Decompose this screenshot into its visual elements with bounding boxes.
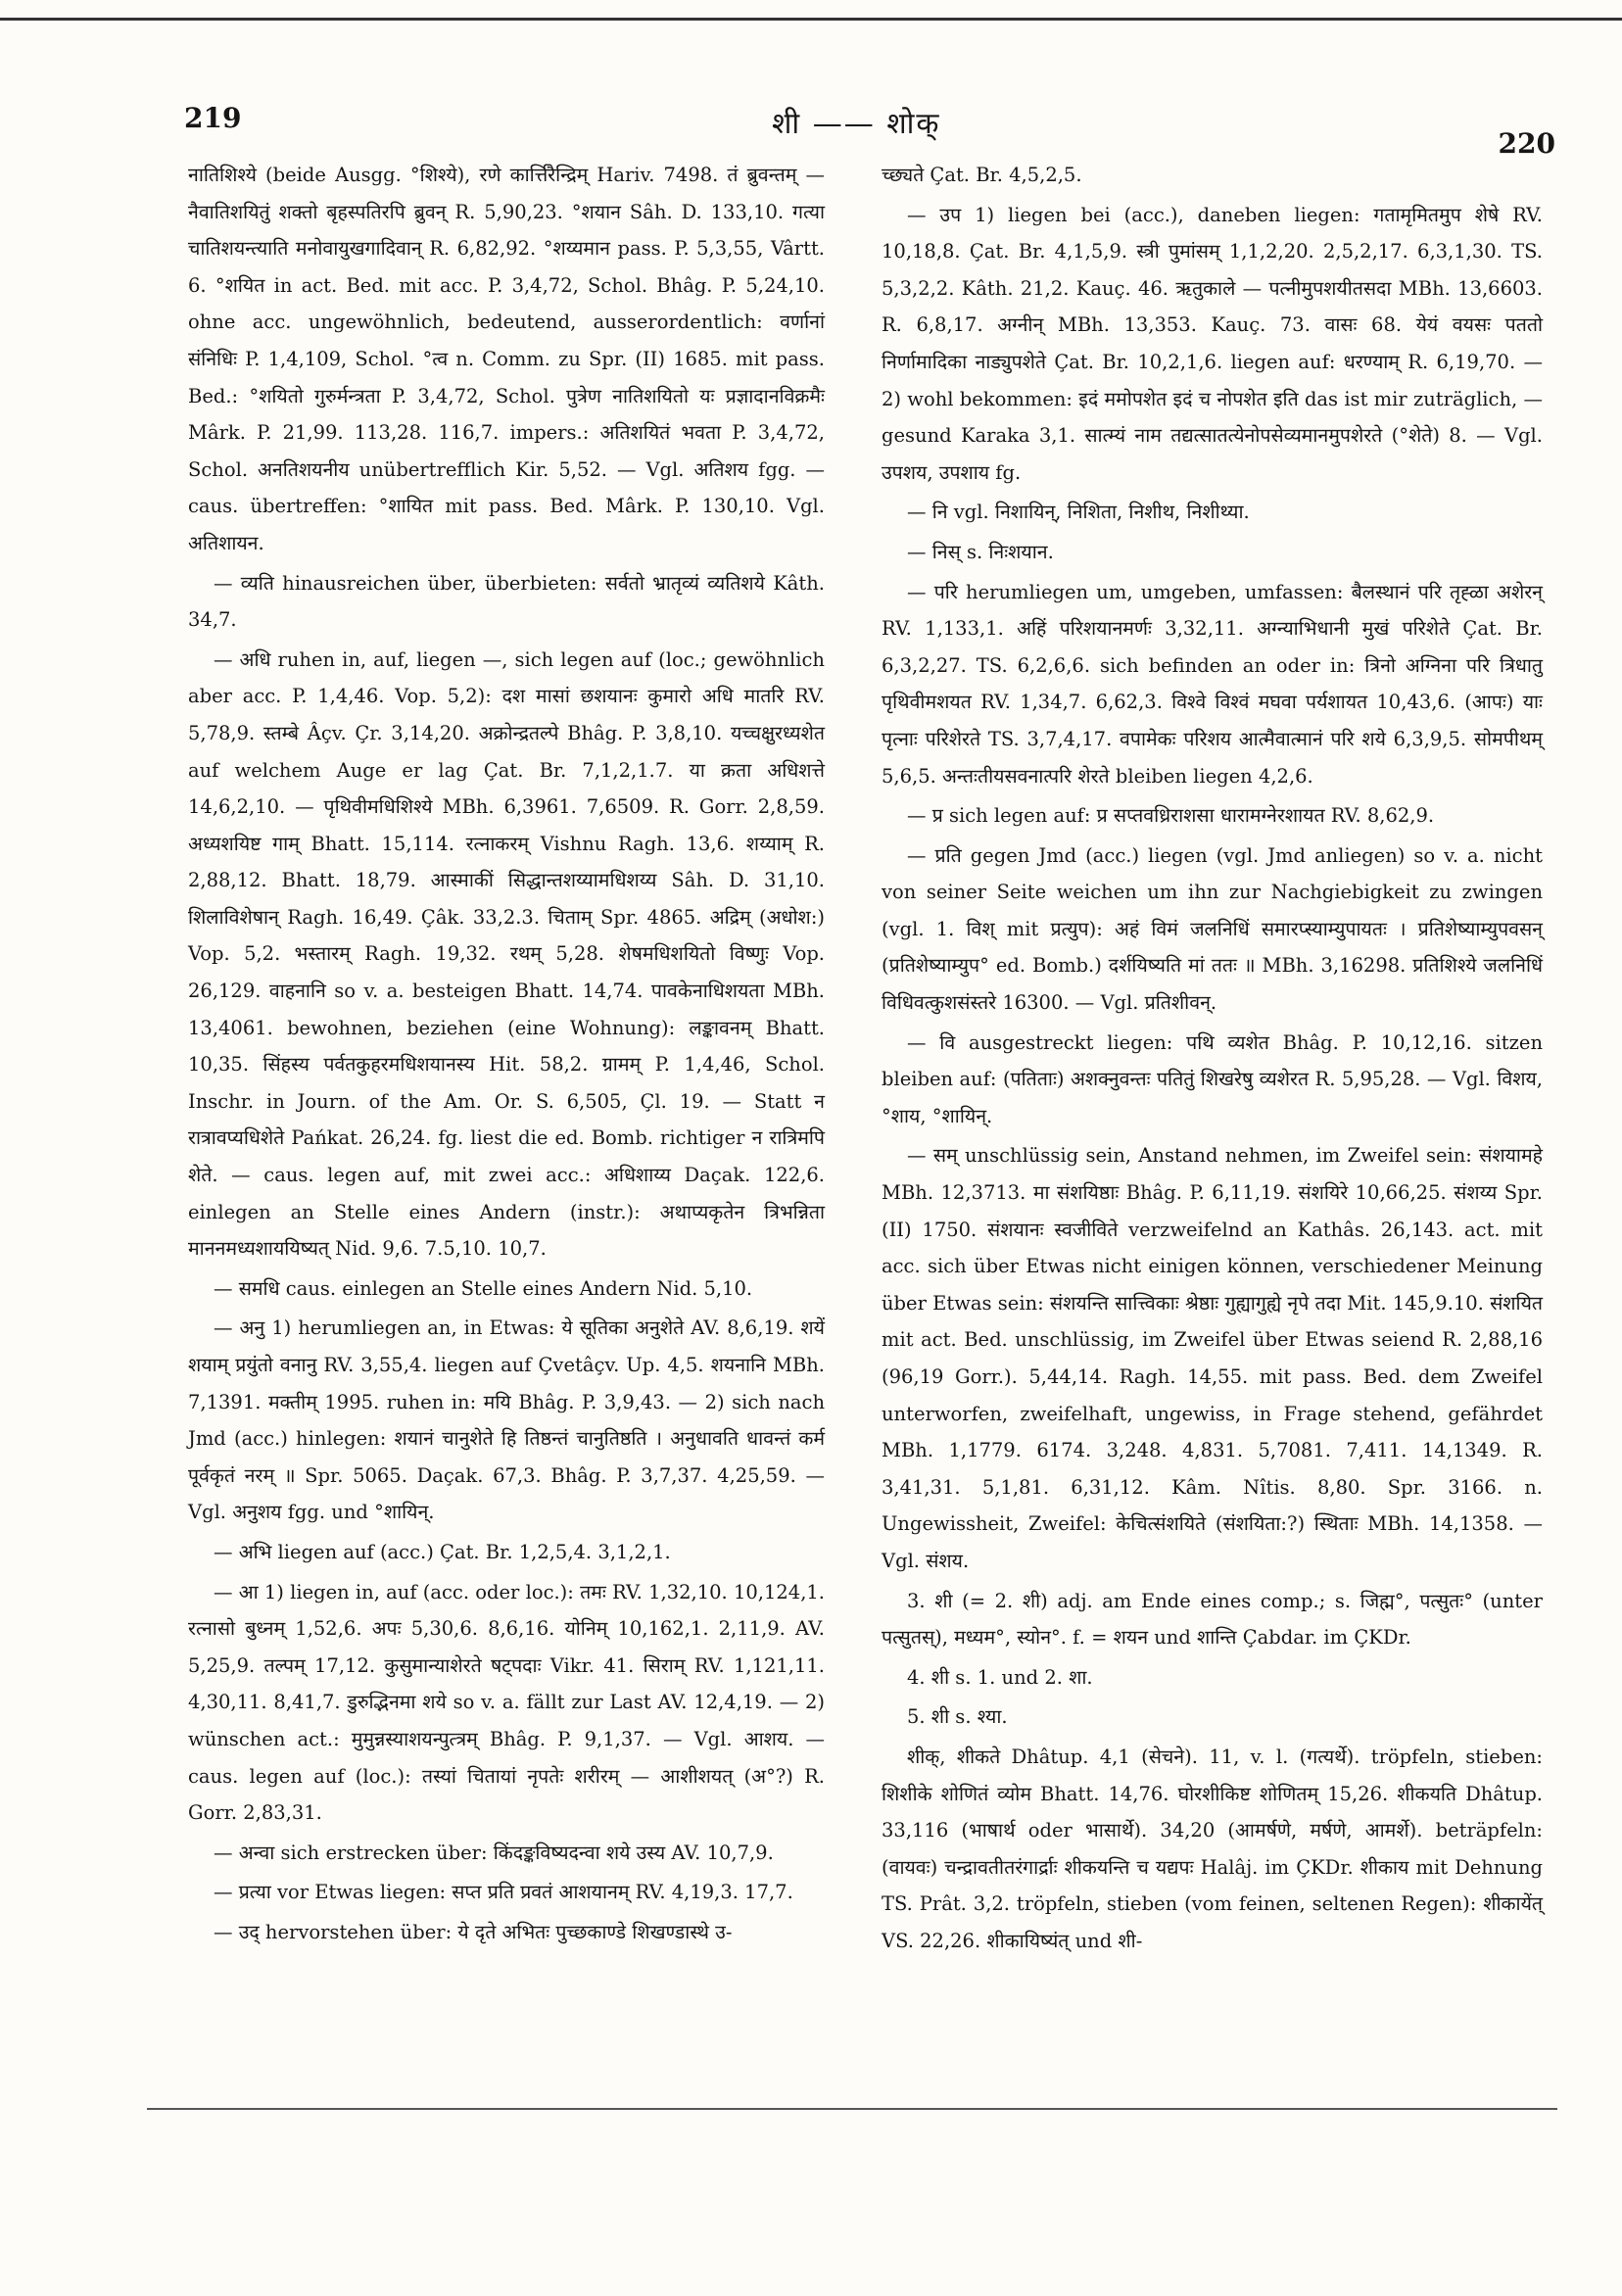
entry-paragraph: — अनु 1) herumliegen an, in Etwas: ये सूतिका अनुशेते AV. 8,6,19. शयें शयाम् प्रयुंतो वनानु RV. 3,55,4. liegen auf Çvetâçv. Up. 4,5. शयनानि MBh. 7,1391. मक्तीम् 1995. ruhen in: मयि Bhâg. P. 3,9,43. — 2) sich nach Jmd (acc.) hinlegen: शयानं चानुशेते हि तिष्ठन्तं चानुतिष्ठति । अनुधावति धावन्तं कर्म पूर्वकृतं नरम् ॥ Spr. 5065. Daçak. 67,3. Bhâg. P. 3,7,37. 4,25,59. — Vgl. अनुशय fgg. und °शायिन्.: [188, 1316, 825, 1524]
entry-paragraph: — व्यति hinausreichen über, überbieten: सर्वतो भ्रातृव्यं व्यतिशये Kâth. 34,7.: [188, 571, 825, 632]
top-edge-rule: [0, 18, 1622, 21]
entry-paragraph: — वि ausgestreckt liegen: पथि व्यशेत Bhâg. P. 10,12,16. sitzen bleiben auf: (पतिताः) अशक्नुवन्तः पतितुं शिखरेषु व्यशेरत R. 5,95,28. — Vgl. विशय, °शाय, °शायिन्.: [882, 1030, 1543, 1127]
entry-paragraph: शीक्, शीकते Dhâtup. 4,1 (सेचने). 11, v. l. (गत्यर्थे). tröpfeln, stieben: शिशीके शोणितं व्योम Bhatt. 14,76. घोरशीकिष्ट शोणितम् 15,26. शीकयति Dhâtup. 33,116 (भाषार्थ oder भासार्थे). 34,20 (आमर्षणे, मर्षणे, आमर्शे). beträpfeln: (वायवः) चन्द्रावतीतरंगार्द्राः शीकयन्ति च यद्यपः Halâj. im ÇKDr. शीकाय mit Dehnung TS. Prât. 3,2. tröpfeln, stieben (vom feinen, seltenen Regen): शीकायेंत् VS. 22,26. शीकायिष्यंत् und शी-: [882, 1745, 1543, 1952]
left-column: [188, 157, 825, 1954]
entry-paragraph: — प्रति gegen Jmd (acc.) liegen (vgl. Jmd anliegen) so v. a. nicht von seiner Seite weichen um ihn zur Nachgiebigkeit zu zwingen (vgl. 1. विश् mit प्रत्युप): अहं विमं जलनिधिं समारप्स्याम्युपायतः । प्रतिशेष्याम्युपवसन् (प्रतिशेष्याम्युप° ed. Bomb.) दर्शयिष्यति मां ततः ॥ MBh. 3,16298. प्रतिशिश्ये जलनिधिं विधिवत्कुशसंस्तरे 16300. — Vgl. प्रतिशीवन्.: [882, 843, 1543, 1015]
entry-paragraph: — उप 1) liegen bei (acc.), daneben liegen: गतामृमितमुप शेषे RV. 10,18,8. Çat. Br. 4,1,5,9. स्त्री पुमांसम् 1,1,2,20. 2,5,2,17. 6,3,1,30. TS. 5,3,2,2. Kâth. 21,2. Kauç. 46. ऋतुकाले — पत्नीमुपशयीतसदा MBh. 13,6603. R. 6,8,17. अग्नीन् MBh. 13,353. Kauç. 73. वासः 68. येयं वयसः पततो निर्णामादिका नाड्युपशेते Çat. Br. 10,2,1,6. liegen auf: धरण्याम् R. 6,19,70. — 2) wohl bekommen: इदं ममोपशेत इदं च नोपशेत इति das ist mir zuträglich, — gesund Karaka 3,1. सात्म्यं नाम तद्यत्सातत्येनोपसेव्यमानमुपशेरते (°शेते) 8. — Vgl. उपशय, उपशाय fg.: [882, 203, 1543, 484]
entry-paragraph: — नि vgl. निशायिन्, निशिता, निशीथ, निशीथ्या.: [907, 501, 1250, 524]
page-header: [184, 96, 1555, 160]
entry-paragraph: — अन्वा sich erstrecken über: किंदङ्कविष्यदन्वा शये उस्य AV. 10,7,9.: [214, 1841, 774, 1864]
right-column: [882, 157, 1543, 1963]
entry-paragraph: — आ 1) liegen in, auf (acc. oder loc.): तमः RV. 1,32,10. 10,124,1. रत्नासो बुध्नम् 1,52,6. अपः 5,30,6. 8,6,16. योनिम् 10,162,1. 2,11,9. AV. 5,25,9. तल्पम् 17,12. कुसुमान्याशेरते षट्पदाः Vikr. 41. सिराम् RV. 1,121,11. 4,30,11. 8,41,7. डुरुद्भिनमा शये so v. a. fällt zur Last AV. 12,4,19. — 2) wünschen act.: मुमुन्नस्याशयन्पुत्त्रम् Bhâg. P. 9,1,37. — Vgl. आशय. — caus. legen auf (loc.): तस्यां चितायां नृपतेः शरीरम् — आशीशयत् (अ°?) R. Gorr. 2,83,31.: [188, 1580, 825, 1825]
bottom-rule: [147, 2108, 1557, 2110]
entry-paragraph: च्छ्यते Çat. Br. 4,5,2,5.: [882, 164, 1082, 186]
entry-paragraph: — परि herumliegen um, umgeben, umfassen: बैलस्थानं परि तृह्ळा अशेरन् RV. 1,133,1. अहिं परिशयानमर्णः 3,32,11. अग्न्याभिधानी मुखं परिशेते Çat. Br. 6,3,2,27. TS. 6,2,6,6. sich befinden an oder in: त्रिनो अग्निना परि त्रिधातु पृथिवीमशयत RV. 1,34,7. 6,62,3. विश्वे विश्वं मघवा पर्यशायत 10,43,6. (आपः) याः पृत्नाः परिशेरते TS. 3,7,4,17. वपामेकः परिशय आत्मैवात्मानं परि शये 6,3,9,5. सोमपीथम् 5,6,5. अन्तःतीयसवनात्परि शेरते bleiben liegen 4,2,6.: [882, 580, 1543, 788]
entry-paragraph: — अधि ruhen in, auf, liegen —, sich legen auf (loc.; gewöhnlich aber acc. P. 1,4,46. Vop. 5,2): दश मासां छशयानः कुमारो अधि मातरि RV. 5,78,9. स्तम्बे Âçv. Çr. 3,14,20. अक्रोन्द्रतल्पे Bhâg. P. 3,8,10. यच्चक्षुरध्यशेत auf welchem Auge er lag Çat. Br. 7,1,2,1.7. या क्रता अधिशत्ते 14,6,2,10. — पृथिवीमधिशिश्ये MBh. 6,3961. 7,6509. R. Gorr. 2,8,59. अध्यशयिष्ट गाम् Bhatt. 15,114. रत्नाकरम् Vishnu Ragh. 13,6. शय्याम् R. 2,88,12. Bhatt. 18,79. आस्माकीं सिद्धान्तशय्यामधिशय्य Sâh. D. 31,10. शिलाविशेषान् Ragh. 16,49. Çâk. 33,2.3. चिताम् Spr. 4865. अद्रिम् (अधोश:) Vop. 5,2. भस्तारम् Ragh. 19,32. रथम् 5,28. शेषमधिशयितो विष्णुः Vop. 26,129. वाहनानि so v. a. besteigen Bhatt. 14,74. पावकेनाधिशयता MBh. 13,4061. bewohnen, beziehen (eine Wohnung): लङ्कावनम् Bhatt. 10,35. सिंहस्य पर्वतकुहरमधिशयानस्य Hit. 58,2. ग्रामम् P. 1,4,46, Schol. Inschr. in Journ. of the Am. Or. S. 6,505, Çl. 19. — Statt न रात्रावप्यधिशेते Pańkat. 26,24. fg. liest die ed. Bomb. richtiger न रात्रिमपि शेते. — caus. legen auf, mit zwei acc.: अधिशाय्य Daçak. 122,6. einlegen an Stelle eines Andern (instr.): अथाप्यकृतेन त्रिभन्निता माननमध्यशाययिष्यत् Nid. 9,6. 7.5,10. 10,7.: [188, 647, 825, 1261]
entry-paragraph: — प्रत्या vor Etwas liegen: सप्त प्रति प्रवतं आशयानम् RV. 4,19,3. 17,7.: [214, 1881, 793, 1904]
entry-paragraph: — उद् hervorstehen über: ये दृते अभितः पुच्छकाण्डे शिखण्डास्थे उ-: [214, 1920, 733, 1943]
entry-paragraph: 4. शी s. 1. und 2. शा.: [907, 1665, 1093, 1689]
entry-paragraph: 3. शी (= 2. शी) adj. am Ende eines comp.; s. जिह्म°, पत्सुतः° (unter पत्सुतस्), मध्यम°, स्योन°. f. = शयन und शान्ति Çabdar. im ÇKDr.: [882, 1589, 1543, 1650]
entry-paragraph: — प्र sich legen auf: प्र सप्तवध्रिराशसा धारामग्नेरशायत RV. 8,62,9.: [907, 804, 1435, 828]
entry-paragraph: — निस् s. निःशयान.: [907, 540, 1054, 563]
entry-paragraph: — सम् unschlüssig sein, Anstand nehmen, im Zweifel sein: संशयामहे MBh. 12,3713. मा संशयिष्ठाः Bhâg. P. 6,11,19. संशयिरे 10,66,25. संशय्य Spr. (II) 1750. संशयानः स्वजीविते verzweifelnd an Kathâs. 26,143. act. mit acc. sich über Etwas nicht einigen können, verschiedener Meinung über Etwas sein: संशयन्ति सात्त्विकाः श्रेष्ठाः गुह्यागुह्ये नृपे तदा Mit. 145,9.10. संशयित mit act. Bed. unschlüssig, im Zweifel über Etwas seiend R. 2,88,16 (96,19 Gorr.). 5,44,14. Ragh. 14,55. mit pass. Bed. dem Zweifel unterworfen, zweifelhaft, ungewiss, in Frage stehend, gefährdet MBh. 1,1779. 6174. 3,248. 4,831. 5,7081. 7,411. 14,1349. R. 3,41,31. 5,1,81. 6,31,12. Kâm. Nîtis. 8,80. Spr. 3166. n. Ungewissheit, Zweifel: केचित्संशयिते (संशयिता:?) स्थिताः MBh. 14,1358. — Vgl. संशय.: [882, 1144, 1543, 1572]
left-page-number: 219: [184, 102, 242, 134]
right-page-number: 220: [1498, 127, 1555, 160]
entry-paragraph: — अभि liegen auf (acc.) Çat. Br. 1,2,5,4. 3,1,2,1.: [214, 1540, 671, 1563]
entry-paragraph: 5. शी s. श्या.: [907, 1705, 1008, 1729]
entry-paragraph: — समधि caus. einlegen an Stelle eines Andern Nid. 5,10.: [214, 1276, 753, 1300]
entry-paragraph: नातिशिश्ये (beide Ausgg. °शिश्ये), रणे कार्त्तिरैन्द्रिम् Hariv. 7498. तं ब्रुवन्तम् — नैवातिशयितुं शक्तो बृहस्पतिरपि ब्रुवन् R. 5,90,23. °शयान Sâh. D. 133,10. गत्या चातिशयन्त्याति मनोवायुखगादिवान् R. 6,82,92. °शय्यमान pass. P. 5,3,55, Vârtt. 6. °शयित in act. Bed. mit acc. P. 3,4,72, Schol. Bhâg. P. 5,24,10. ohne acc. ungewöhnlich, bedeutend, ausserordentlich: वर्णानां संनिधिः P. 1,4,109, Schol. °त्व n. Comm. zu Spr. (II) 1685. mit pass. Bed.: °शयितो गुरुर्मन्त्रता P. 3,4,72, Schol. पुत्रेण नातिशयितो यः प्रज्ञादानविक्रमैः Mârk. P. 21,99. 113,28. 116,7. impers.: अतिशयितं भवता P. 3,4,72, Schol. अनतिशयनीय unübertrefflich Kir. 5,52. — Vgl. अतिशय fgg. — caus. übertreffen: °शायित mit pass. Bed. Mârk. P. 130,10. Vgl. अतिशायन.: [188, 164, 825, 554]
running-head: शी —— शोक्: [772, 107, 941, 141]
